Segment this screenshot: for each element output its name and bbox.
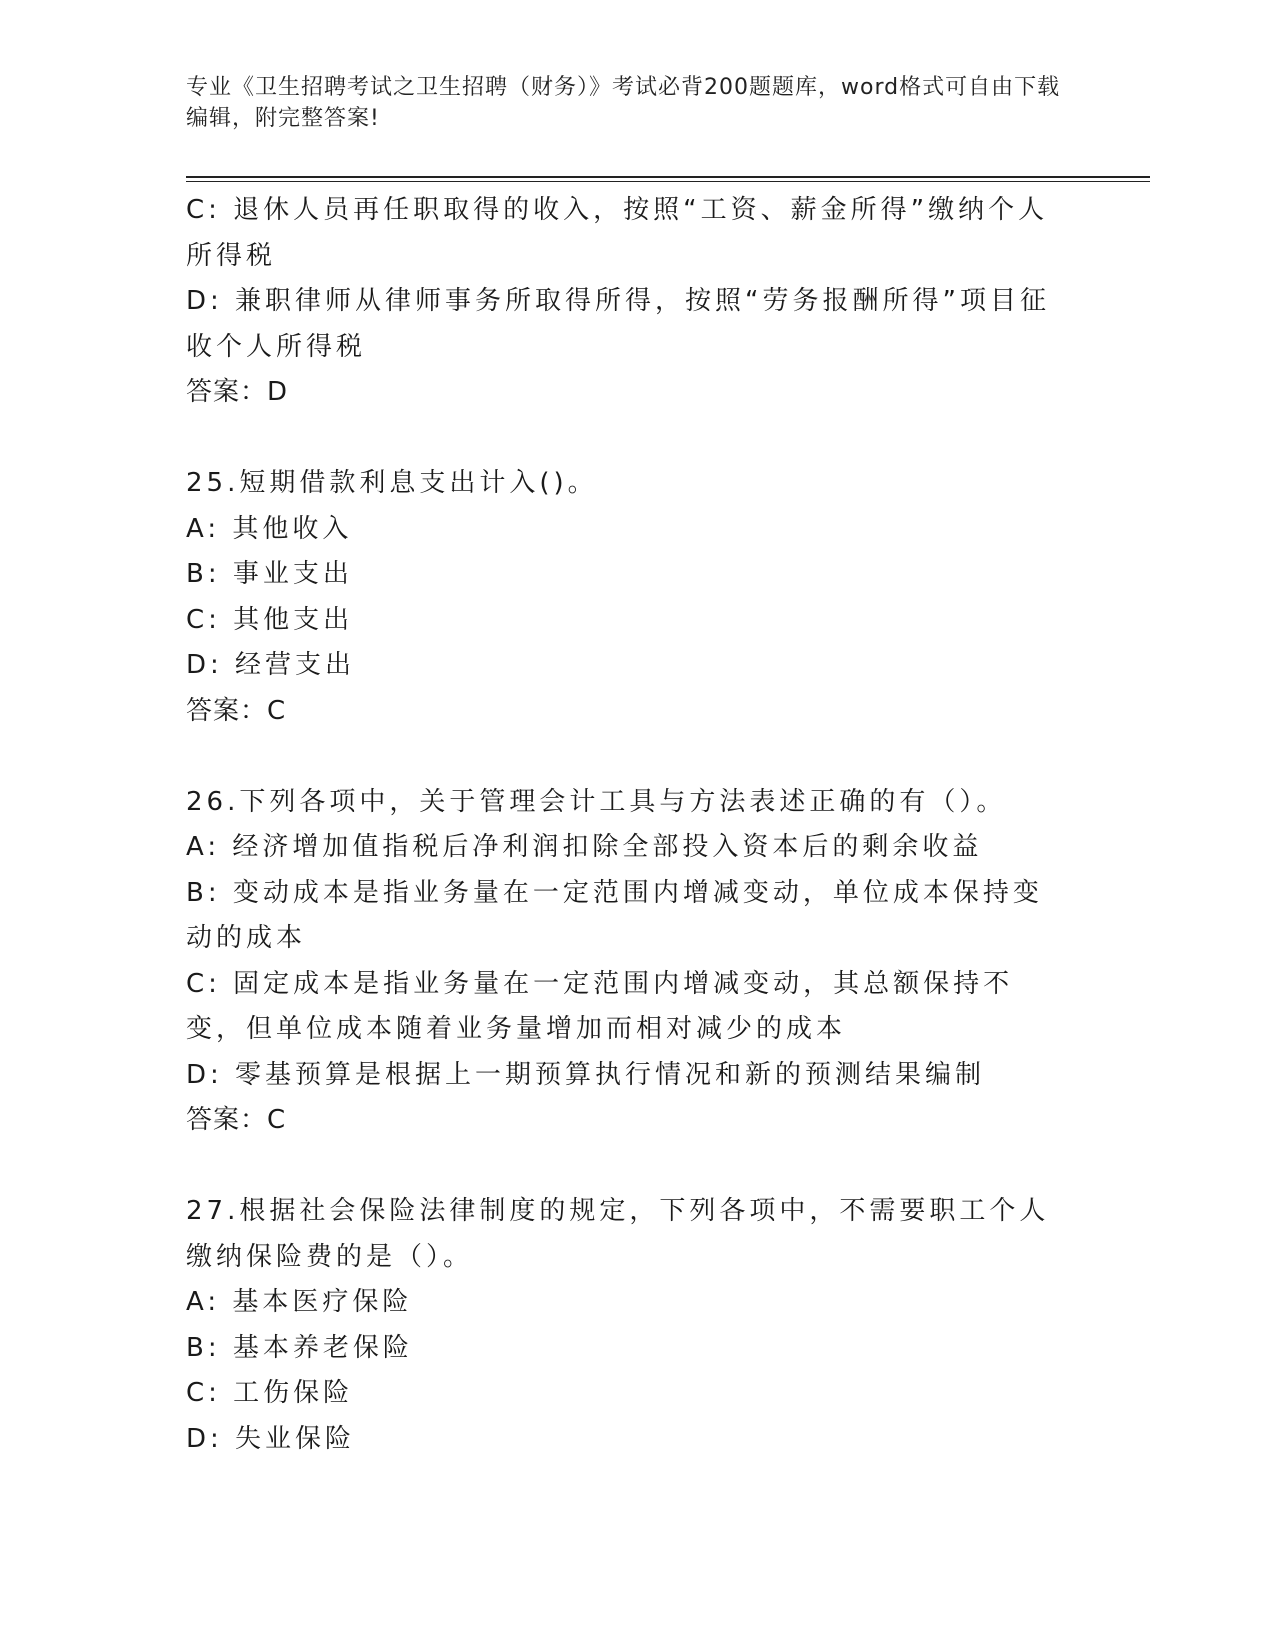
option-c: C: 固定成本是指业务量在一定范围内增减变动，其总额保持不变，但单位成本随着业务量增加而相对减少的成本 [186,968,1014,1044]
question-block-27 [186,1189,1066,1462]
option-c: C: 工伤保险 [186,1378,354,1408]
header-title: 专业《卫生招聘考试之卫生招聘（财务）》考试必背200题题库，word格式可自由下载编辑，附完整答案! [186,75,1061,131]
option-d: D: 兼职律师从律师事务所取得所得，按照“劳务报酬所得”项目征收个人所得税 [186,286,1050,362]
question-content [186,188,1066,1462]
answer-line: 答案：C [186,1105,287,1135]
spacer [186,734,1066,780]
question-text: 25.短期借款利息支出计入()。 [186,468,598,498]
option-b: B: 基本养老保险 [186,1332,413,1363]
option-c: C: 退休人员再任职取得的收入，按照“工资、薪金所得”缴纳个人所得税 [186,195,1049,271]
option-d: D: 经营支出 [186,650,356,680]
option-a: A: 其他收入 [186,513,353,544]
question-block-26 [186,780,1066,1144]
option-a: A: 基本医疗保险 [186,1287,413,1317]
spacer [186,416,1066,462]
document-header [186,72,1066,134]
option-d: D: 失业保险 [186,1423,356,1454]
question-block-partial [186,188,1066,416]
option-d: D: 零基预算是根据上一期预算执行情况和新的预测结果编制 [186,1059,986,1090]
header-divider-thick [186,176,1150,178]
spacer [186,1144,1066,1190]
question-text: 26.下列各项中，关于管理会计工具与方法表述正确的有（）。 [186,786,1007,817]
header-divider-thin [186,181,1150,182]
answer-line: 答案：D [186,377,289,407]
option-a: A: 经济增加值指税后净利润扣除全部投入资本后的剩余收益 [186,832,983,862]
question-block-25 [186,461,1066,734]
question-text: 27.根据社会保险法律制度的规定，下列各项中，不需要职工个人缴纳保险费的是（）。 [186,1196,1050,1272]
option-b: B: 变动成本是指业务量在一定范围内增减变动，单位成本保持变动的成本 [186,877,1043,953]
option-b: B: 事业支出 [186,559,353,589]
answer-line: 答案：C [186,695,287,726]
option-c: C: 其他支出 [186,604,354,635]
